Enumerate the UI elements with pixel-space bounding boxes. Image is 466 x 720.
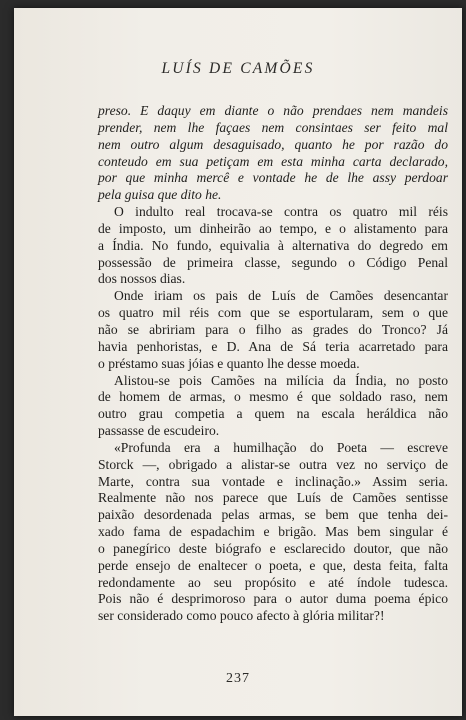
text-line: perde ensejo de enaltecer o poeta, e que, desta feita, falta bbox=[98, 557, 448, 573]
page-number: 237 bbox=[226, 671, 250, 686]
text-line: não se abririam para o filho as grades do Tronco? Já bbox=[98, 321, 448, 337]
text-line: de homem de armas, o mesmo é que soldado raso, nem bbox=[98, 389, 448, 405]
text-line: os quatro mil réis com que se esportularam, sem o que bbox=[98, 305, 448, 321]
text-line: redondamente ao seu propósito e até índole tudesca. bbox=[98, 574, 448, 590]
text-line: Realmente não nos parece que Luís de Camões sentisse bbox=[98, 490, 448, 506]
text-line: paixão desordenada pelas armas, se bem que tenha dei- bbox=[98, 507, 448, 523]
running-head: LUÍS DE CAMÕES bbox=[161, 60, 315, 77]
text-line: Onde iriam os pais de Luís de Camões desencantar bbox=[114, 288, 448, 304]
paragraph-alistou bbox=[98, 373, 448, 440]
text-line: de imposto, um dinheirão ao tempo, e o alistamento para bbox=[98, 220, 448, 236]
text-line: Storck —, obrigado a alistar-se outra vez no serviço de bbox=[98, 456, 448, 472]
body-text bbox=[98, 103, 448, 625]
text-line: possessão de primeira classe, segundo o Código Penal bbox=[98, 254, 448, 270]
text-line: a Índia. No fundo, equivalia à alternativa do degredo em bbox=[98, 237, 448, 253]
text-line: O indulto real trocava-se contra os quatro mil réis bbox=[114, 204, 448, 220]
text-line: Pois não é desprimoroso para o autor duma poema épico bbox=[98, 591, 448, 607]
text-line: nem outro algum desaguisado, quanto he por razão do bbox=[98, 136, 448, 152]
text-line: Marte, contra sua vontade e inclinação.» Assim seria. bbox=[98, 473, 448, 489]
text-line: «Profunda era a humilhação do Poeta — escreve bbox=[114, 439, 448, 455]
text-line: prender, nem lhe façaes nem consintaes ser feito mal bbox=[98, 119, 448, 135]
text-line: dos nossos dias. bbox=[98, 271, 186, 287]
text-line: pela guisa que dito he. bbox=[98, 187, 222, 203]
text-line: por que minha mercê e vontade he de lhe assy perdoar bbox=[98, 170, 448, 186]
text-line: xado fama de espadachim e brigão. Mas bem singular é bbox=[98, 524, 448, 540]
paragraph-storck bbox=[98, 440, 448, 625]
text-line: outro grau competia a quem na escala heráldica não bbox=[98, 406, 448, 422]
text-line: o préstamo suas jóias e quanto lhe desse moeda. bbox=[98, 355, 360, 371]
text-line: Alistou-se pois Camões na milícia da Índia, no posto bbox=[114, 372, 448, 388]
text-line: ser considerado como pouco afecto à glória militar?! bbox=[98, 608, 385, 624]
text-line: o panegírico deste biógrafo e esclarecido doutor, que não bbox=[98, 540, 448, 556]
text-line: passasse de escudeiro. bbox=[98, 423, 220, 439]
paragraph-pais bbox=[98, 288, 448, 372]
text-line: havia penhoristas, e D. Ana de Sá teria acarretado para bbox=[98, 338, 448, 354]
text-line: conteudo em sua petiçam em esta minha carta declarado, bbox=[98, 153, 448, 169]
paragraph-quote-decree bbox=[98, 103, 448, 204]
book-page bbox=[14, 8, 462, 716]
paragraph-indulto bbox=[98, 204, 448, 288]
text-line: preso. E daquy em diante o não prendaes nem mandeis bbox=[98, 103, 448, 118]
